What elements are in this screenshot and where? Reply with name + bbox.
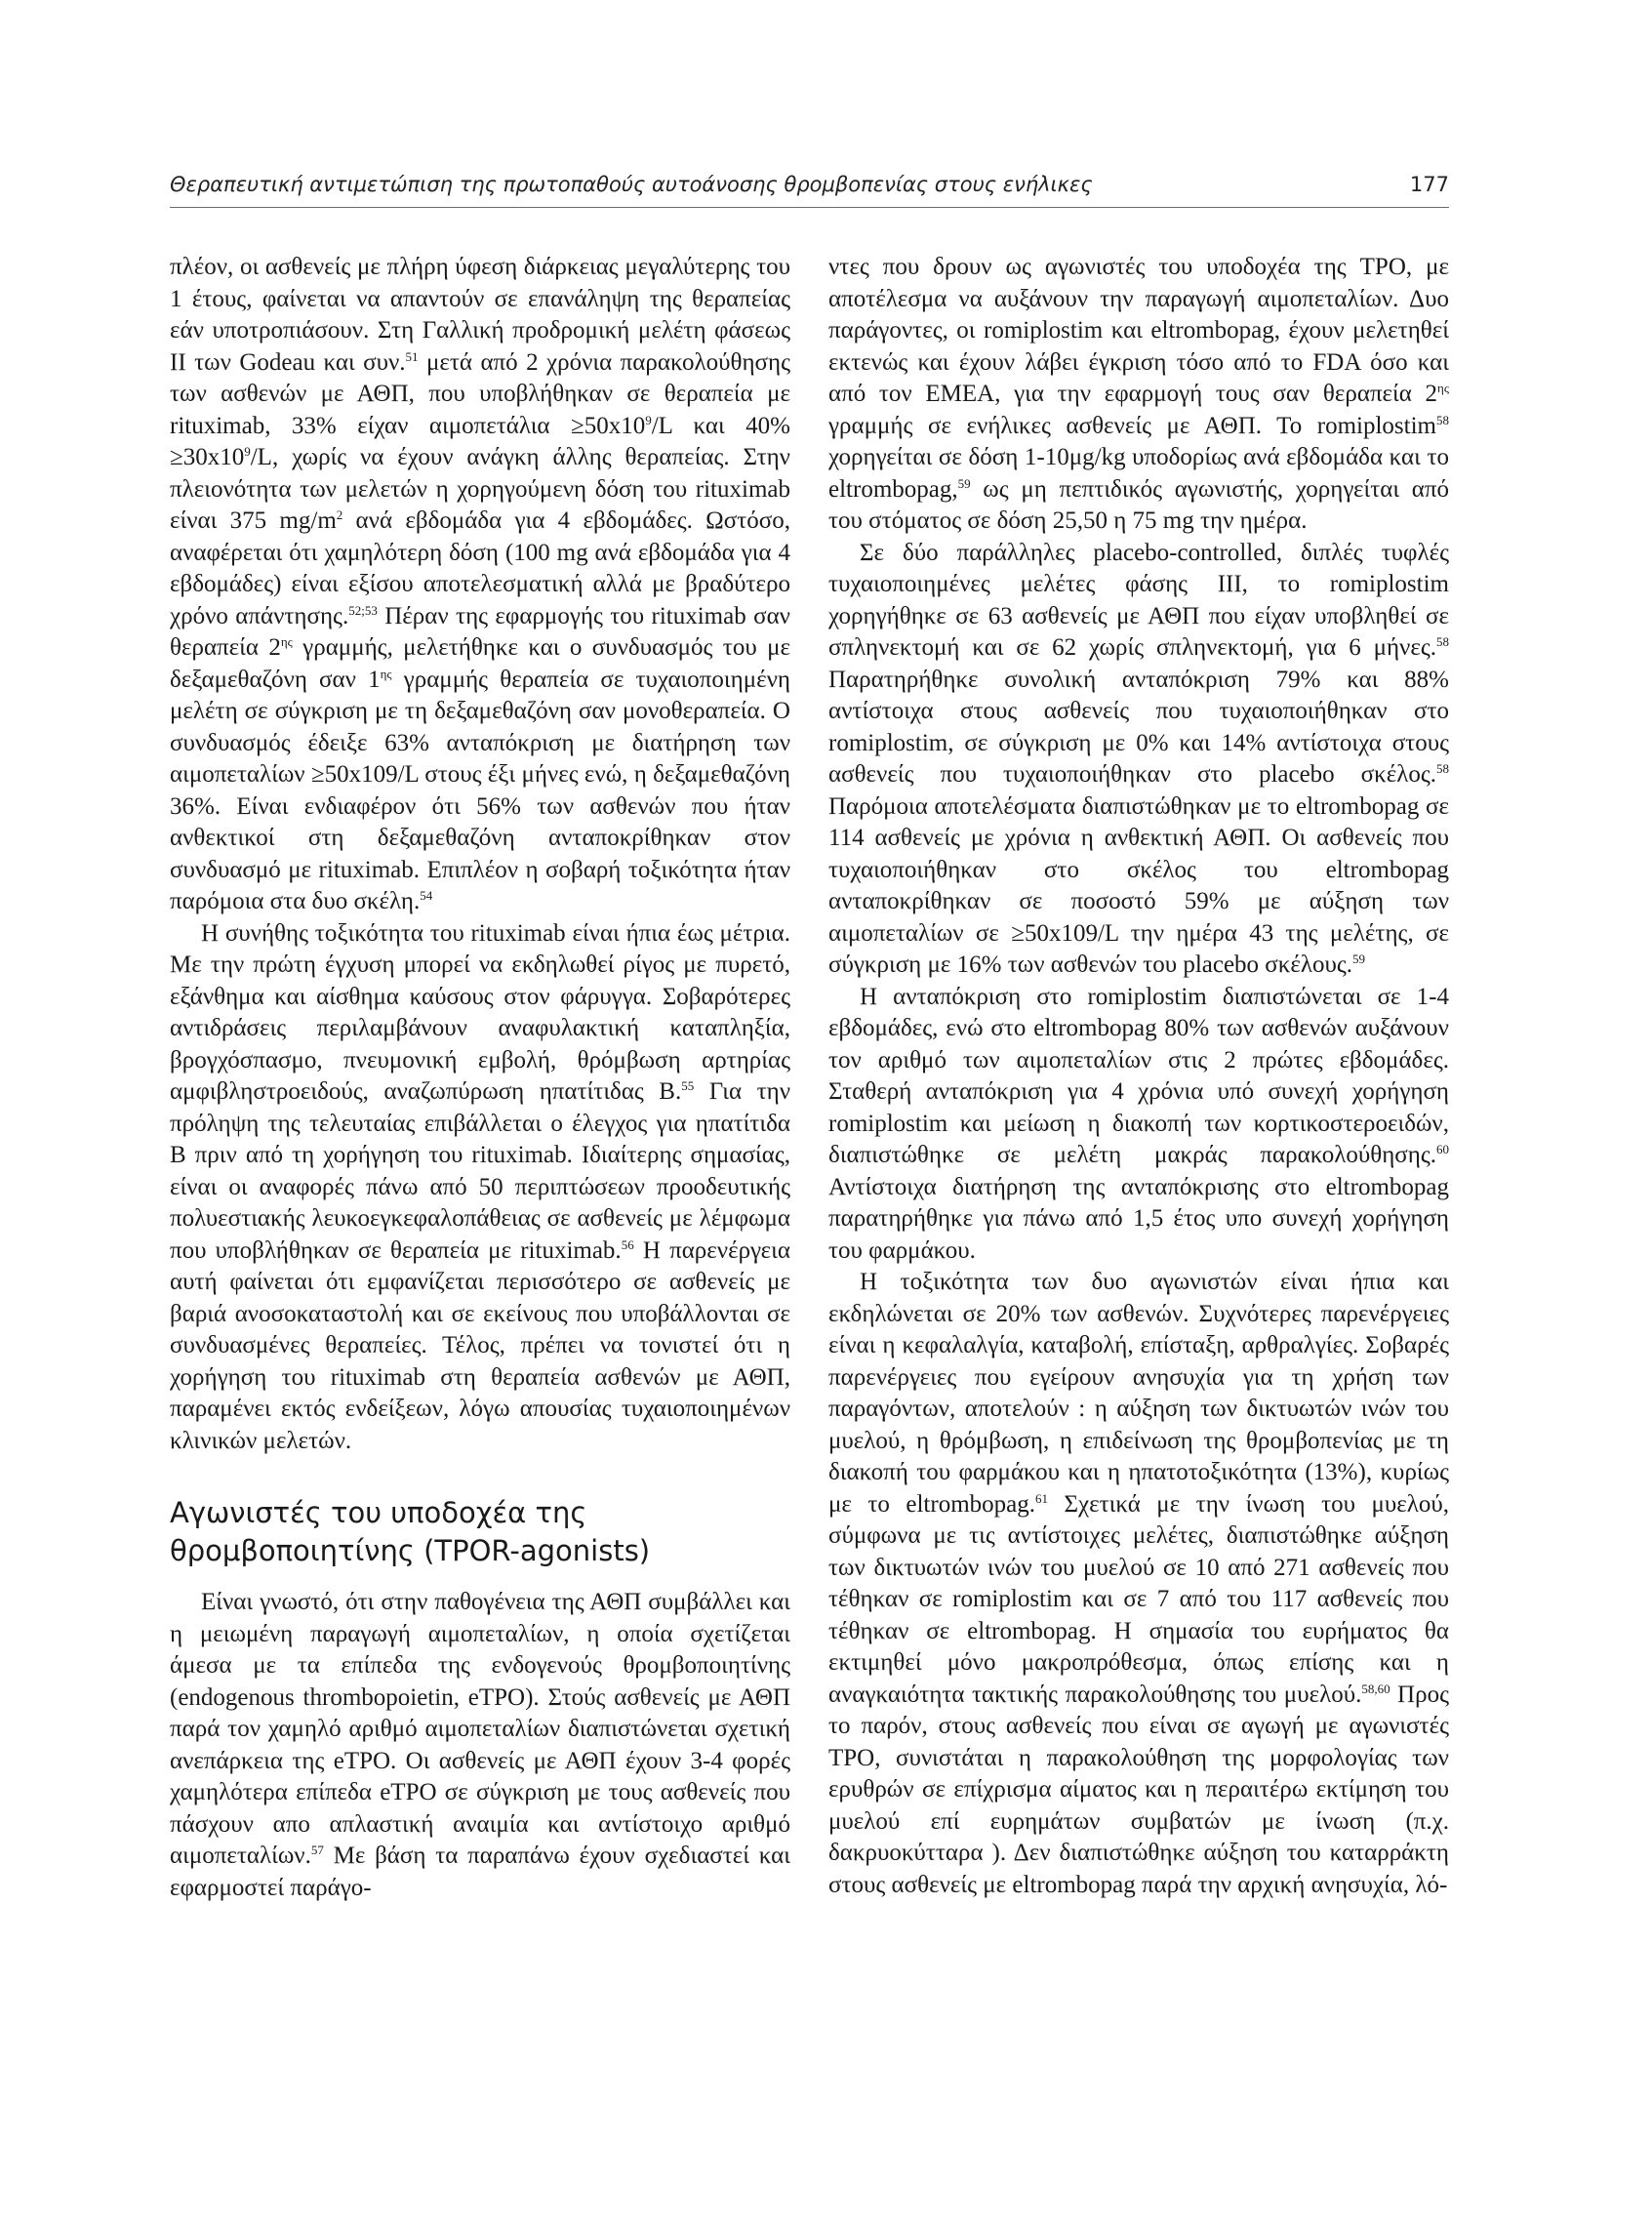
citation-superscript: 58,60 — [1361, 1681, 1390, 1696]
citation-superscript: 54 — [420, 888, 433, 903]
citation-superscript: 57 — [310, 1843, 324, 1857]
paragraph — [828, 1267, 1449, 1901]
right-column — [828, 252, 1449, 1901]
citation-superscript: 60 — [1436, 1142, 1449, 1156]
text-run: Προς το παρόν, στους ασθενείς που είναι σε αγωγή με αγωνιστές TPO, συνιστάται η παρακολούθηση της μορφολογίας των ερυθρών σε επίχρισμα αίματος και η περαιτέρω εκτίμηση του μυελού επί ευρημάτων συμβατών με ίνωση (π.χ. δακρυοκύτταρα ). Δεν διαπιστώθηκε αύξηση του καταρράκτη στους ασθενείς με eltrombopag παρά την αρχική ανησυχία, λό- — [828, 1681, 1449, 1898]
citation-superscript: 58 — [1436, 761, 1449, 776]
text-run: Η παρενέργεια αυτή φαίνεται ότι εμφανίζεται περισσότερο σε ασθενείς με βαριά ανοσοκαταστολή και σε εκείνους που υποβάλλονται σε συνδυασμένες θεραπείες. Τέλος, πρέπει να τονιστεί ότι η χορήγηση του rituximab στη θεραπεία ασθενών με ΑΘΠ, παραμένει εκτός ενδείξεων, λόγω απουσίας τυχαιοποιημένων κλινικών μελετών. — [170, 1236, 790, 1454]
text-run: Η ανταπόκριση στο romiplostim διαπιστώνεται σε 1-4 εβδομάδες, ενώ στο eltrombopag 80% των ασθενών αυξάνουν τον αριθμό των αιμοπεταλίων στις 2 πρώτες εβδομάδες. Σταθερή ανταπόκριση για 4 χρόνια υπό συνεχή χορήγηση romiplostim και μείωση η διακοπή των κορτικοστεροειδών, διαπιστώθηκε σε μελέτη μακράς παρακολούθησης. — [828, 983, 1449, 1168]
paragraph — [170, 918, 790, 1458]
text-run: μετά από 2 χρόνια παρακολούθησης των ασθενών με ΑΘΠ, που υποβλήθηκαν σε θεραπεία με rituximab, 33% είχαν αιμοπετάλια ≥50x10 — [170, 348, 791, 439]
citation-superscript: 58 — [1436, 412, 1449, 427]
text-run: Η συνήθης τοξικότητα του rituximab είναι ήπια έως μέτρια. Με την πρώτη έγχυση μπορεί να εκδηλωθεί ρίγος με πυρετό, εξάνθημα και αίσθημα καύσους στον φάρυγγα. Σοβαρότερες αντιδράσεις περιλαμβάνουν αναφυλακτική καταπληξία, βρογχόσπασμο, πνευμονική εμβολή, θρόμβωση αρτηρίας αμφιβληστροειδούς, αναζωπύρωση ηπατίτιδας Β. — [170, 919, 790, 1105]
citation-superscript: 55 — [681, 1078, 695, 1093]
text-run: Με βάση τα παραπάνω έχουν σχεδιαστεί και εφαρμοστεί παράγο- — [170, 1843, 790, 1901]
citation-superscript: 51 — [405, 348, 419, 364]
text-run: Παρατηρήθηκε συνολική ανταπόκριση 79% και 88% αντίστοιχα στους ασθενείς που τυχαιοποιήθηκαν στο romiplostim, σε σύγκριση με 0% και 14% αντίστοιχα στους ασθενείς που τυχαιοποιήθηκαν στο placebo σκέλος. — [828, 666, 1449, 788]
text-run: γραμμής, μελετήθηκε και ο συνδυασμός του με δεξαμεθαζόνη σαν 1 — [170, 634, 790, 693]
paragraph — [828, 252, 1449, 538]
running-title: Θεραπευτική αντιμετώπιση της πρωτοπαθούς αυτοάνοσης θρομβοπενίας στους ενήλικες — [170, 173, 1093, 196]
text-run: ως μη πεπτιδικός αγωνιστής, χορηγείται από του στόματος σε δόση 25,50 η 75 mg την ημέρα. — [828, 475, 1449, 534]
paragraph — [170, 1587, 790, 1904]
text-run: Σε δύο παράλληλες placebo-controlled, διπλές τυφλές τυχαιοποιημένες μελέτες φάσης ΙΙΙ, το romiplostim χορηγήθηκε σε 63 ασθενείς με ΑΘΠ που είχαν υποβληθεί σε σπληνεκτομή και σε 62 χωρίς σπληνεκτομή, για 6 μήνες. — [828, 539, 1449, 661]
text-run: γραμμής θεραπεία σε τυχαιοποιημένη μελέτη σε σύγκριση με τη δεξαμεθαζόνη σαν μονοθεραπεία. Ο συνδυασμός έδειξε 63% ανταπόκριση με διατήρηση των αιμοπεταλίων ≥50x109/L στους έξι μήνες ενώ, η δεξαμεθαζόνη 36%. Είναι ενδιαφέρον ότι 56% των ασθενών που ήταν ανθεκτικοί στη δεξαμεθαζόνη ανταποκρίθηκαν στον συνδυασμό με rituximab. Επιπλέον η σοβαρή τοξικότητα ήταν παρόμοια στα δυο σκέλη. — [170, 666, 790, 914]
citation-superscript: 58 — [1436, 634, 1449, 649]
running-header — [170, 172, 1449, 208]
text-run: ντες που δρουν ως αγωνιστές του υποδοχέα της TPO, με αποτέλεσμα να αυξάνουν την παραγωγή αιμοπεταλίων. Δυο παράγοντες, οι romiplostim και eltrombopag, έχουν μελετηθεί εκτενώς και έχουν λάβει έγκριση τόσο από το FDA όσο και από τον EMEA, για την εφαρμογή τους σαν θεραπεία 2 — [828, 254, 1449, 407]
paragraph — [170, 252, 790, 918]
paragraph — [828, 538, 1449, 982]
text-run: χορηγείται σε δόση 1-10μg/kg υποδορίως ανά εβδομάδα και το eltrombopag, — [828, 444, 1449, 503]
citation-superscript: ης — [1437, 381, 1449, 395]
citation-superscript: 59 — [1352, 952, 1366, 966]
text-run: πλέον, οι ασθενείς με πλήρη ύφεση διάρκειας μεγαλύτερης του 1 έτους, φαίνεται να απαντούν σε επανάληψη της θεραπείας εάν υποτροπιάσουν. Στη Γαλλική προδρομική μελέτη φάσεως ΙΙ των Godeau και συν. — [170, 254, 790, 376]
citation-superscript: 2 — [336, 507, 343, 522]
text-run: Αντίστοιχα διατήρηση της ανταπόκρισης στο eltrombopag παρατηρήθηκε για πάνω από 1,5 έτος υπο συνεχή χορήγηση του φαρμάκου. — [828, 1173, 1449, 1264]
text-run: Σχετικά με την ίνωση του μυελού, σύμφωνα με τις αντίστοιχες μελέτες, διαπιστώθηκε αύξηση των δικτυωτών ινών του μυελού σε 10 από 271 ασθενείς που τέθηκαν σε romiplostim και σε 7 από του 117 ασθενείς που τέθηκαν σε eltrombopag. Η σημασία του ευρήματος θα εκτιμηθεί μόνο μακροπρόθεσμα, όπως επίσης και η αναγκαιότητα τακτικής παρακολούθησης του μυελού. — [828, 1490, 1449, 1708]
section-heading-line: Αγωνιστές του υποδοχέα της — [170, 1496, 587, 1529]
text-run: /L και 40% ≥30x10 — [170, 412, 790, 470]
citation-superscript: 9 — [244, 444, 251, 459]
paragraph — [828, 982, 1449, 1268]
text-run: /L, χωρίς να έχουν ανάγκη άλλης θεραπείας. Στην πλειονότητα των μελετών η χορηγούμενη δόση του rituximab είναι 375 mg/m — [170, 444, 790, 534]
citation-superscript: ης — [280, 634, 293, 649]
citation-superscript: 52;53 — [348, 602, 378, 618]
citation-superscript: 56 — [621, 1236, 634, 1252]
text-run: Πέραν της εφαρμογής του rituximab σαν θεραπεία 2 — [170, 602, 790, 661]
section-heading-line: θρομβοποιητίνης (TPOR-agonists) — [170, 1534, 651, 1567]
section-heading — [170, 1494, 790, 1570]
text-run: γραμμής σε ενήλικες ασθενείς με ΑΘΠ. Το romiplostim — [828, 412, 1436, 439]
text-run: Για την πρόληψη της τελευταίας επιβάλλεται ο έλεγχος για ηπατίτιδα Β πριν από τη χορήγηση του rituximab. Ιδιαίτερης σημασίας, είναι οι αναφορές πάνω από 50 περιπτώσεων προοδευτικής πολυεστιακής λευκοεγκεφαλοπάθειας σε ασθενείς με λέμφωμα που υποβλήθηκαν σε θεραπεία με rituximab. — [170, 1078, 791, 1264]
page-number: 177 — [1409, 173, 1449, 196]
citation-superscript: ης — [380, 666, 392, 681]
citation-superscript: 9 — [645, 412, 652, 427]
text-run: Είναι γνωστό, ότι στην παθογένεια της ΑΘΠ συμβάλλει και η μειωμένη παραγωγή αιμοπεταλίων, η οποία σχετίζεται άμεσα με τα επίπεδα της ενδογενούς θρομβοποιητίνης (endogenous thrombopoietin, eTPO). Στούς ασθενείς με ΑΘΠ παρά τον χαμηλό αριθμό αιμοπεταλίων διαπιστώνεται σχετική ανεπάρκεια της eTPO. Οι ασθενείς με ΑΘΠ έχουν 3-4 φορές χαμηλότερα επίπεδα eTPO σε σύγκριση με τους ασθενείς που πάσχουν απο απλαστική αναιμία και αντίστοιχο αριθμό αιμοπεταλίων. — [170, 1589, 790, 1869]
citation-superscript: 59 — [957, 475, 971, 491]
text-run: ανά εβδομάδα για 4 εβδομάδες. Ωστόσο, αναφέρεται ότι χαμηλότερη δόση (100 mg ανά εβδομάδα για 4 εβδομάδες) είναι εξίσου αποτελεσματική αλλά με βραδύτερο χρόνο απάντησης. — [170, 507, 790, 629]
citation-superscript: 61 — [1034, 1490, 1048, 1506]
text-run: Παρόμοια αποτελέσματα διαπιστώθηκαν με το eltrombopag σε 114 ασθενείς με χρόνια η ανθεκτική ΑΘΠ. Οι ασθενείς που τυχαιοποιήθηκαν στο σκέλος του eltrombopag ανταποκρίθηκαν σε ποσοστό 59% με αύξηση των αιμοπεταλίων σε ≥50x109/L την ημέρα 43 της μελέτης, σε σύγκριση με 16% των ασθενών του placebo σκέλους. — [828, 792, 1449, 978]
left-column — [170, 252, 790, 1904]
text-run: Η τοξικότητα των δυο αγωνιστών είναι ήπια και εκδηλώνεται σε 20% των ασθενών. Συχνότερες παρενέργειες είναι η κεφαλαλγία, καταβολή, επίσταξη, αρθραλγίες. Σοβαρές παρενέργειες που εγείρουν ανησυχία για τη χρήση των παραγόντων, αποτελούν : η αύξηση των δικτυωτών ινών του μυελού, η θρόμβωση, η επιδείνωση της θρομβοπενίας με τη διακοπή του φαρμάκου και η ηπατοτοξικότητα (13%), κυρίως με το eltrombopag. — [828, 1269, 1449, 1518]
